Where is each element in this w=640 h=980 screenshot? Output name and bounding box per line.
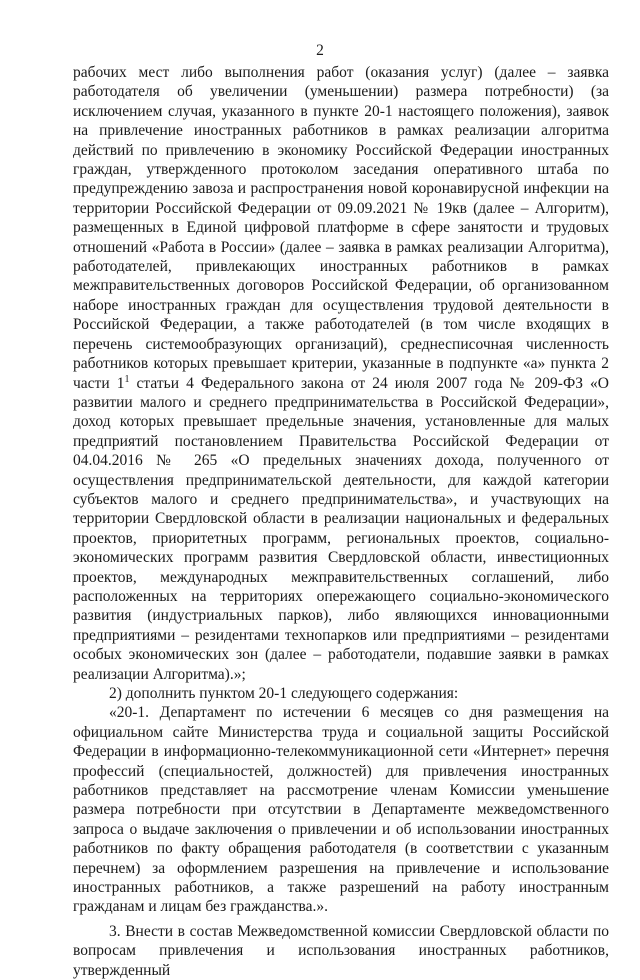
paragraph-item-3: 3. Внести в состав Межведомственной комиссии Свердловской области по вопросам привлечения и использования иностранных работников, утвержденный bbox=[73, 922, 609, 979]
paragraph-clause-20-1: «20-1. Департамент по истечении 6 месяцев со дня размещения на официальном сайте Министерства труда и социальной защиты Российской Федерации в информационно-телекоммуникационной сети «Интернет» перечня профессий (специальностей, должностей) для привлечения иностранных работников представляет на рассмотрение членам Комиссии уменьшение размера потребности при отсутствии в Департаменте межведомственного запроса о выдаче заключения о привлечении и об использовании иностранных работников по факту обращения работодателя (в соответствии с указанным перечнем) за оформлением разрешения на привлечение и использование иностранных работников, а также разрешений на работу иностранным гражданам и лицам без гражданства.». bbox=[73, 704, 609, 916]
page-number: 2 bbox=[316, 42, 324, 59]
paragraph-continuation bbox=[73, 63, 609, 684]
paragraph-text: рабочих мест либо выполнения работ (оказания услуг) (далее – заявка работодателя об увеличении (уменьшении) размера потребности) (за исключением случая, указанного в пункте 20-1 настоящего положения), заявок на привлечение иностранных работников в рамках реализации алгоритма действий по привлечению в экономику Российской Федерации иностранных граждан, утвержденного протоколом заседания оперативного штаба по предупреждению завоза и распространения новой коронавирусной инфекции на территории Российской Федерации от 09.09.2021 № 19кв (далее – Алгоритм), размещенных в Единой цифровой платформе в сфере занятости и трудовых отношений «Работа в России» (далее – заявка в рамках реализации Алгоритма), работодателей, привлекающих иностранных работников в рамках межправительственных договоров Российской Федерации, об организованном наборе иностранных граждан для осуществления трудовой деятельности в Российской Федерации, а также работодателей (в том числе входящих в перечень системообразующих организаций), среднесписочная численность работников которых превышает критерии, указанные в подпункте «а» пункта 2 части 1 bbox=[73, 64, 609, 392]
document-body bbox=[73, 63, 609, 980]
paragraph-amendment-item: 2) дополнить пунктом 20-1 следующего содержания: bbox=[109, 685, 459, 702]
paragraph-text: статьи 4 Федерального закона от 24 июля 2007 года № 209-ФЗ «О развитии малого и среднего предпринимательства в Российской Федерации», доход которых превышает предельные значения, установленные для малых предприятий постановлением Правительства Российской Федерации от 04.04.2016 № 265 «О предельных значениях дохода, полученного от осуществления предпринимательской деятельности, для каждой категории субъектов малого и среднего предпринимательства», и участвующих на территории Свердловской области в реализации национальных и федеральных проектов, приоритетных программ, региональных проектов, социально-экономических программ развития Свердловской области, инвестиционных проектов, международных межправительственных соглашений, либо расположенных на территориях опережающего социально-экономического развития (индустриальных парков), либо являющихся инновационными предприятиями – резидентами технопарков или предприятиями – резидентами особых экономических зон (далее – работодатели, подавшие заявки в рамках реализации Алгоритма).»; bbox=[73, 374, 609, 683]
superscript: 1 bbox=[124, 373, 130, 385]
